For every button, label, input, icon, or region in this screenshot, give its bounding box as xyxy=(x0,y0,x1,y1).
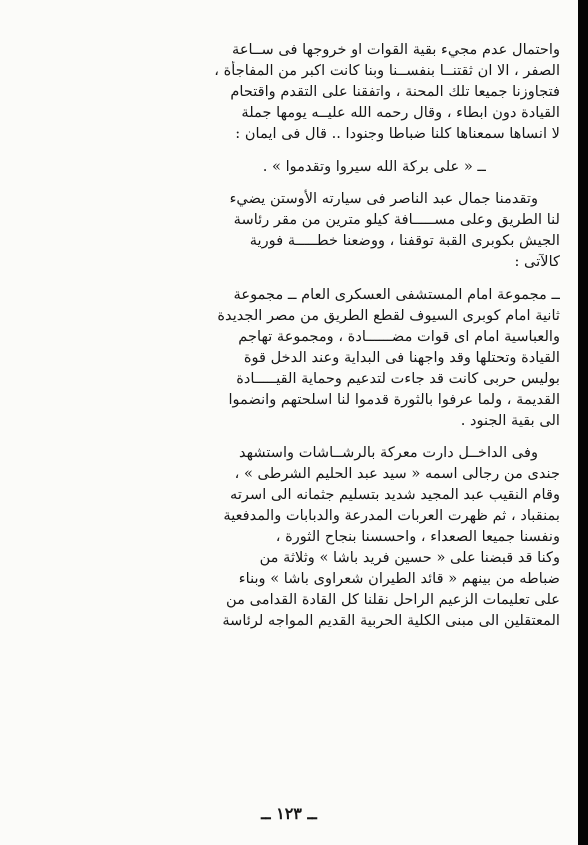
text-line: ــ مجموعة امام المستشفى العسكرى العام ــ مجموعة xyxy=(233,286,560,304)
text-line: وقام النقيب عبد المجيد شديد بتسليم جثمانه الى اسرته xyxy=(230,486,560,504)
text-line: ضباطه من بينهم « قائد الطيران شعراوى باشا » وبناء xyxy=(238,569,560,587)
text-line: والعباسية امام اى قوات مضــــــادة ، ومجموعة تهاجم xyxy=(238,327,560,345)
text-line: المعتقلين الى مبنى الكلية الحربية القديم المواجه لرئاسة xyxy=(222,611,560,629)
text-line: بمنقباد ، ثم ظهرت العربات المدرعة والدبابات والمدفعية xyxy=(223,507,560,525)
paragraph-4 xyxy=(12,285,560,431)
text-line: ثانية امام كوبرى السيوف لقطع الطريق من مصر الجديدة xyxy=(217,306,560,324)
quote-paragraph xyxy=(12,157,560,178)
text-line: على تعليمات الزعيم الراحل نقلنا كل القادة القدامى من xyxy=(226,590,560,608)
text-line: واحتمال عدم مجيء بقية القوات او خروجها فى ســاعة xyxy=(232,41,560,58)
text-line: لا انساها سمعناها كلنا ضباطا وجنودا .. قال فى ايمان : xyxy=(235,124,560,142)
page-body xyxy=(12,40,560,644)
text-line: لنا الطريق وعلى مســـــافة كيلو مترين من مقر رئاسة xyxy=(233,211,560,229)
paragraph-1 xyxy=(12,40,560,145)
paragraph-3 xyxy=(12,189,560,273)
text-line: كالآتى : xyxy=(514,253,560,271)
text-line: وكنا قد قبضنا على « حسين فريد باشا » وثلاثة من xyxy=(259,548,560,566)
paragraph-5 xyxy=(12,443,560,631)
page-number: ــ ١٢٣ ــ xyxy=(261,804,317,823)
text-line: القيادة وتحتلها وقد واجهنا فى البداية وعند الدخل قوة xyxy=(243,348,560,366)
text-line: ــ « على بركة الله سيروا وتقدموا » . xyxy=(262,157,486,175)
scan-edge-border xyxy=(578,0,588,845)
text-line: ونفسنا جميعا الصعداء ، واحسسنا بنجاح الثورة ، xyxy=(275,528,560,546)
text-line: الجيش بكوبرى القبة توقفنا ، ووضعنا خطـــــة فورية xyxy=(249,232,560,250)
text-line: بوليس حربى كانت قد جاءت لتدعيم وحماية القيـــــادة xyxy=(236,369,560,387)
text-line: القيادة دون ابطاء ، وقال رحمه الله عليــه يومها جملة xyxy=(241,103,560,121)
text-line: الصفر ، الا ان ثقتنــا بنفســنا وبنا كانت اكبر من المفاجأة ، xyxy=(214,61,560,79)
text-line: الى بقية الجنود . xyxy=(460,411,560,429)
text-line: وتقدمنا جمال عبد الناصر فى سيارته الأوستن يضيء xyxy=(229,190,538,208)
text-line: جندى من رجالى اسمه « سيد عبد الحليم الشرطى » ، xyxy=(234,465,560,483)
text-line: فتجاوزنا جميعا تلك المحنة ، واتفقنا على التقدم واقتحام xyxy=(230,82,560,100)
text-line: وفى الداخــل دارت معركة بالرشــاشات واستشهد xyxy=(238,444,538,462)
text-line: القديمة ، ولما عرفوا بالثورة قدموا لنا اسلحتهم وانضموا xyxy=(228,390,560,408)
